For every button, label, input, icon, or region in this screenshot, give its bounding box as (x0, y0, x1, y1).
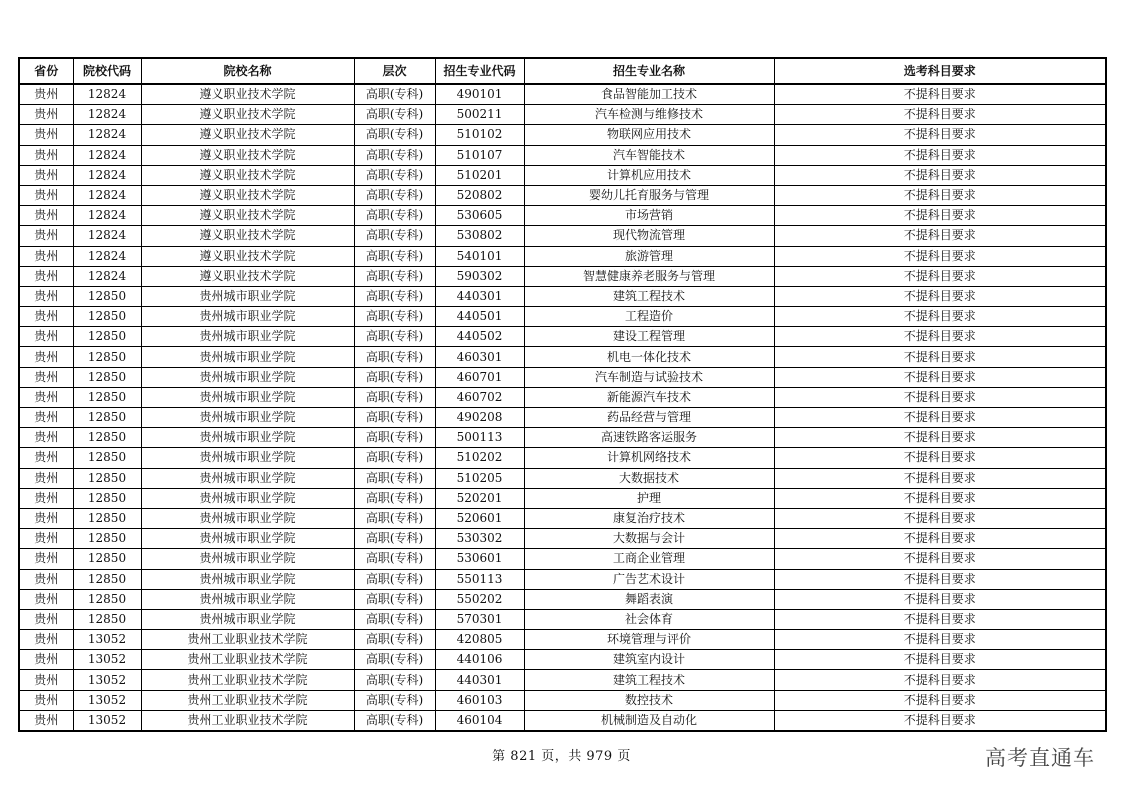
level-cell: 高职(专科) (354, 84, 435, 105)
header-school-code: 院校代码 (73, 58, 141, 84)
school-name-cell: 贵州城市职业学院 (141, 448, 354, 468)
subject-requirement-cell: 不提科目要求 (774, 508, 1106, 528)
major-name-cell: 汽车制造与试验技术 (524, 367, 774, 387)
school-name-cell: 贵州城市职业学院 (141, 529, 354, 549)
table-row (19, 246, 1106, 266)
school-code-cell: 12850 (73, 286, 141, 306)
school-name-cell: 贵州工业职业技术学院 (141, 650, 354, 670)
subject-requirement-cell: 不提科目要求 (774, 408, 1106, 428)
school-code-cell: 12850 (73, 609, 141, 629)
school-code-cell: 12850 (73, 508, 141, 528)
school-name-cell: 贵州工业职业技术学院 (141, 630, 354, 650)
province-cell: 贵州 (19, 650, 73, 670)
school-code-cell: 12850 (73, 549, 141, 569)
level-cell: 高职(专科) (354, 488, 435, 508)
school-code-cell: 12824 (73, 125, 141, 145)
major-code-cell: 530802 (435, 226, 524, 246)
major-name-cell: 建筑工程技术 (524, 670, 774, 690)
watermark-logo: 高考直通车 (985, 746, 1095, 770)
major-code-cell: 510205 (435, 468, 524, 488)
major-code-cell: 460104 (435, 710, 524, 731)
school-name-cell: 遵义职业技术学院 (141, 84, 354, 105)
table-row (19, 710, 1106, 731)
level-cell: 高职(专科) (354, 387, 435, 407)
school-name-cell: 贵州城市职业学院 (141, 549, 354, 569)
subject-requirement-cell: 不提科目要求 (774, 468, 1106, 488)
table-row (19, 448, 1106, 468)
level-cell: 高职(专科) (354, 508, 435, 528)
major-name-cell: 计算机应用技术 (524, 165, 774, 185)
school-name-cell: 贵州工业职业技术学院 (141, 710, 354, 731)
subject-requirement-cell: 不提科目要求 (774, 185, 1106, 205)
level-cell: 高职(专科) (354, 206, 435, 226)
school-name-cell: 贵州城市职业学院 (141, 468, 354, 488)
province-cell: 贵州 (19, 710, 73, 731)
school-code-cell: 13052 (73, 650, 141, 670)
school-name-cell: 贵州城市职业学院 (141, 488, 354, 508)
school-name-cell: 贵州城市职业学院 (141, 347, 354, 367)
table-row (19, 488, 1106, 508)
table-row (19, 468, 1106, 488)
subject-requirement-cell: 不提科目要求 (774, 448, 1106, 468)
major-code-cell: 530605 (435, 206, 524, 226)
header-subject-requirement: 选考科目要求 (774, 58, 1106, 84)
major-code-cell: 490208 (435, 408, 524, 428)
table-row (19, 569, 1106, 589)
subject-requirement-cell: 不提科目要求 (774, 286, 1106, 306)
school-code-cell: 13052 (73, 630, 141, 650)
major-code-cell: 440301 (435, 286, 524, 306)
province-cell: 贵州 (19, 226, 73, 246)
major-name-cell: 建筑工程技术 (524, 286, 774, 306)
major-name-cell: 数控技术 (524, 690, 774, 710)
subject-requirement-cell: 不提科目要求 (774, 145, 1106, 165)
table-row (19, 408, 1106, 428)
table-row (19, 508, 1106, 528)
level-cell: 高职(专科) (354, 327, 435, 347)
major-name-cell: 物联网应用技术 (524, 125, 774, 145)
major-code-cell: 440501 (435, 307, 524, 327)
level-cell: 高职(专科) (354, 428, 435, 448)
subject-requirement-cell: 不提科目要求 (774, 710, 1106, 731)
school-code-cell: 12850 (73, 387, 141, 407)
school-code-cell: 12824 (73, 266, 141, 286)
major-name-cell: 建筑室内设计 (524, 650, 774, 670)
level-cell: 高职(专科) (354, 307, 435, 327)
province-cell: 贵州 (19, 529, 73, 549)
school-name-cell: 遵义职业技术学院 (141, 125, 354, 145)
header-province: 省份 (19, 58, 73, 84)
school-code-cell: 12850 (73, 468, 141, 488)
level-cell: 高职(专科) (354, 125, 435, 145)
major-name-cell: 建设工程管理 (524, 327, 774, 347)
subject-requirement-cell: 不提科目要求 (774, 125, 1106, 145)
level-cell: 高职(专科) (354, 286, 435, 306)
table-row (19, 549, 1106, 569)
major-name-cell: 新能源汽车技术 (524, 387, 774, 407)
major-name-cell: 旅游管理 (524, 246, 774, 266)
subject-requirement-cell: 不提科目要求 (774, 367, 1106, 387)
subject-requirement-cell: 不提科目要求 (774, 105, 1106, 125)
school-name-cell: 贵州城市职业学院 (141, 408, 354, 428)
province-cell: 贵州 (19, 286, 73, 306)
province-cell: 贵州 (19, 569, 73, 589)
major-code-cell: 520802 (435, 185, 524, 205)
province-cell: 贵州 (19, 690, 73, 710)
level-cell: 高职(专科) (354, 549, 435, 569)
major-code-cell: 550202 (435, 589, 524, 609)
province-cell: 贵州 (19, 125, 73, 145)
table-row (19, 165, 1106, 185)
major-name-cell: 汽车检测与维修技术 (524, 105, 774, 125)
province-cell: 贵州 (19, 84, 73, 105)
subject-requirement-cell: 不提科目要求 (774, 609, 1106, 629)
major-name-cell: 社会体育 (524, 609, 774, 629)
admission-table (18, 57, 1107, 732)
level-cell: 高职(专科) (354, 609, 435, 629)
province-cell: 贵州 (19, 165, 73, 185)
subject-requirement-cell: 不提科目要求 (774, 327, 1106, 347)
subject-requirement-cell: 不提科目要求 (774, 569, 1106, 589)
subject-requirement-cell: 不提科目要求 (774, 529, 1106, 549)
school-code-cell: 12824 (73, 84, 141, 105)
school-code-cell: 12850 (73, 347, 141, 367)
school-name-cell: 贵州工业职业技术学院 (141, 670, 354, 690)
province-cell: 贵州 (19, 307, 73, 327)
level-cell: 高职(专科) (354, 266, 435, 286)
table-header-row (19, 58, 1106, 84)
major-code-cell: 520201 (435, 488, 524, 508)
school-code-cell: 13052 (73, 670, 141, 690)
school-code-cell: 12824 (73, 165, 141, 185)
table-row (19, 84, 1106, 105)
major-code-cell: 510201 (435, 165, 524, 185)
table-row (19, 428, 1106, 448)
table-row (19, 185, 1106, 205)
province-cell: 贵州 (19, 246, 73, 266)
major-code-cell: 590302 (435, 266, 524, 286)
level-cell: 高职(专科) (354, 569, 435, 589)
subject-requirement-cell: 不提科目要求 (774, 650, 1106, 670)
province-cell: 贵州 (19, 468, 73, 488)
major-name-cell: 广告艺术设计 (524, 569, 774, 589)
subject-requirement-cell: 不提科目要求 (774, 630, 1106, 650)
subject-requirement-cell: 不提科目要求 (774, 226, 1106, 246)
subject-requirement-cell: 不提科目要求 (774, 206, 1106, 226)
major-code-cell: 460301 (435, 347, 524, 367)
table-row (19, 609, 1106, 629)
subject-requirement-cell: 不提科目要求 (774, 670, 1106, 690)
province-cell: 贵州 (19, 609, 73, 629)
level-cell: 高职(专科) (354, 710, 435, 731)
table-row (19, 690, 1106, 710)
province-cell: 贵州 (19, 347, 73, 367)
major-code-cell: 520601 (435, 508, 524, 528)
major-name-cell: 机电一体化技术 (524, 347, 774, 367)
school-code-cell: 12824 (73, 185, 141, 205)
school-code-cell: 12850 (73, 529, 141, 549)
school-name-cell: 遵义职业技术学院 (141, 105, 354, 125)
major-name-cell: 婴幼儿托育服务与管理 (524, 185, 774, 205)
level-cell: 高职(专科) (354, 448, 435, 468)
page-number: 第 821 页，共 979 页 (492, 749, 631, 764)
school-code-cell: 12850 (73, 448, 141, 468)
major-name-cell: 机械制造及自动化 (524, 710, 774, 731)
school-name-cell: 贵州城市职业学院 (141, 367, 354, 387)
school-code-cell: 12824 (73, 226, 141, 246)
school-code-cell: 12850 (73, 488, 141, 508)
level-cell: 高职(专科) (354, 630, 435, 650)
school-name-cell: 贵州城市职业学院 (141, 286, 354, 306)
subject-requirement-cell: 不提科目要求 (774, 589, 1106, 609)
major-name-cell: 舞蹈表演 (524, 589, 774, 609)
major-code-cell: 440106 (435, 650, 524, 670)
header-level: 层次 (354, 58, 435, 84)
school-code-cell: 12850 (73, 428, 141, 448)
major-code-cell: 490101 (435, 84, 524, 105)
major-name-cell: 护理 (524, 488, 774, 508)
table-row (19, 347, 1106, 367)
table-row (19, 589, 1106, 609)
subject-requirement-cell: 不提科目要求 (774, 347, 1106, 367)
school-name-cell: 贵州城市职业学院 (141, 307, 354, 327)
subject-requirement-cell: 不提科目要求 (774, 488, 1106, 508)
major-name-cell: 计算机网络技术 (524, 448, 774, 468)
subject-requirement-cell: 不提科目要求 (774, 307, 1106, 327)
major-name-cell: 市场营销 (524, 206, 774, 226)
province-cell: 贵州 (19, 448, 73, 468)
subject-requirement-cell: 不提科目要求 (774, 266, 1106, 286)
school-code-cell: 12850 (73, 307, 141, 327)
major-code-cell: 510107 (435, 145, 524, 165)
province-cell: 贵州 (19, 508, 73, 528)
school-name-cell: 贵州城市职业学院 (141, 428, 354, 448)
major-name-cell: 药品经营与管理 (524, 408, 774, 428)
level-cell: 高职(专科) (354, 246, 435, 266)
level-cell: 高职(专科) (354, 347, 435, 367)
table-row (19, 670, 1106, 690)
school-code-cell: 13052 (73, 710, 141, 731)
province-cell: 贵州 (19, 105, 73, 125)
table-row (19, 529, 1106, 549)
school-code-cell: 12850 (73, 327, 141, 347)
province-cell: 贵州 (19, 670, 73, 690)
level-cell: 高职(专科) (354, 529, 435, 549)
major-code-cell: 460701 (435, 367, 524, 387)
level-cell: 高职(专科) (354, 690, 435, 710)
subject-requirement-cell: 不提科目要求 (774, 246, 1106, 266)
header-major-name: 招生专业名称 (524, 58, 774, 84)
school-name-cell: 遵义职业技术学院 (141, 185, 354, 205)
major-code-cell: 500211 (435, 105, 524, 125)
major-code-cell: 540101 (435, 246, 524, 266)
school-code-cell: 12824 (73, 105, 141, 125)
major-code-cell: 530302 (435, 529, 524, 549)
table-row (19, 367, 1106, 387)
major-name-cell: 大数据技术 (524, 468, 774, 488)
school-code-cell: 12850 (73, 569, 141, 589)
major-code-cell: 420805 (435, 630, 524, 650)
school-code-cell: 13052 (73, 690, 141, 710)
major-code-cell: 440502 (435, 327, 524, 347)
table-row (19, 145, 1106, 165)
school-name-cell: 遵义职业技术学院 (141, 206, 354, 226)
major-name-cell: 高速铁路客运服务 (524, 428, 774, 448)
table-row (19, 125, 1106, 145)
table-row (19, 286, 1106, 306)
level-cell: 高职(专科) (354, 408, 435, 428)
school-name-cell: 贵州城市职业学院 (141, 508, 354, 528)
major-code-cell: 530601 (435, 549, 524, 569)
header-major-code: 招生专业代码 (435, 58, 524, 84)
province-cell: 贵州 (19, 630, 73, 650)
school-code-cell: 12850 (73, 367, 141, 387)
province-cell: 贵州 (19, 387, 73, 407)
school-code-cell: 12850 (73, 408, 141, 428)
school-name-cell: 贵州城市职业学院 (141, 569, 354, 589)
major-name-cell: 现代物流管理 (524, 226, 774, 246)
province-cell: 贵州 (19, 589, 73, 609)
school-name-cell: 遵义职业技术学院 (141, 165, 354, 185)
table-row (19, 105, 1106, 125)
province-cell: 贵州 (19, 549, 73, 569)
school-name-cell: 贵州城市职业学院 (141, 387, 354, 407)
major-code-cell: 550113 (435, 569, 524, 589)
major-code-cell: 510102 (435, 125, 524, 145)
table-row (19, 327, 1106, 347)
subject-requirement-cell: 不提科目要求 (774, 165, 1106, 185)
school-name-cell: 遵义职业技术学院 (141, 226, 354, 246)
province-cell: 贵州 (19, 327, 73, 347)
province-cell: 贵州 (19, 367, 73, 387)
major-name-cell: 大数据与会计 (524, 529, 774, 549)
major-name-cell: 工程造价 (524, 307, 774, 327)
table-row (19, 206, 1106, 226)
table-row (19, 307, 1106, 327)
subject-requirement-cell: 不提科目要求 (774, 84, 1106, 105)
school-code-cell: 12824 (73, 246, 141, 266)
school-name-cell: 贵州城市职业学院 (141, 609, 354, 629)
major-name-cell: 智慧健康养老服务与管理 (524, 266, 774, 286)
table-row (19, 226, 1106, 246)
major-code-cell: 570301 (435, 609, 524, 629)
major-code-cell: 500113 (435, 428, 524, 448)
major-code-cell: 460103 (435, 690, 524, 710)
table-row (19, 266, 1106, 286)
province-cell: 贵州 (19, 408, 73, 428)
major-name-cell: 工商企业管理 (524, 549, 774, 569)
province-cell: 贵州 (19, 185, 73, 205)
subject-requirement-cell: 不提科目要求 (774, 428, 1106, 448)
school-code-cell: 12850 (73, 589, 141, 609)
major-name-cell: 环境管理与评价 (524, 630, 774, 650)
subject-requirement-cell: 不提科目要求 (774, 549, 1106, 569)
school-name-cell: 遵义职业技术学院 (141, 266, 354, 286)
major-name-cell: 汽车智能技术 (524, 145, 774, 165)
school-name-cell: 贵州城市职业学院 (141, 589, 354, 609)
school-name-cell: 贵州工业职业技术学院 (141, 690, 354, 710)
level-cell: 高职(专科) (354, 165, 435, 185)
level-cell: 高职(专科) (354, 145, 435, 165)
major-name-cell: 康复治疗技术 (524, 508, 774, 528)
school-name-cell: 遵义职业技术学院 (141, 246, 354, 266)
level-cell: 高职(专科) (354, 468, 435, 488)
table-row (19, 630, 1106, 650)
table-row (19, 650, 1106, 670)
province-cell: 贵州 (19, 145, 73, 165)
school-name-cell: 遵义职业技术学院 (141, 145, 354, 165)
school-name-cell: 贵州城市职业学院 (141, 327, 354, 347)
province-cell: 贵州 (19, 206, 73, 226)
school-code-cell: 12824 (73, 206, 141, 226)
province-cell: 贵州 (19, 488, 73, 508)
level-cell: 高职(专科) (354, 367, 435, 387)
header-school-name: 院校名称 (141, 58, 354, 84)
province-cell: 贵州 (19, 266, 73, 286)
province-cell: 贵州 (19, 428, 73, 448)
school-code-cell: 12824 (73, 145, 141, 165)
table-row (19, 387, 1106, 407)
subject-requirement-cell: 不提科目要求 (774, 387, 1106, 407)
level-cell: 高职(专科) (354, 105, 435, 125)
level-cell: 高职(专科) (354, 650, 435, 670)
level-cell: 高职(专科) (354, 589, 435, 609)
major-code-cell: 460702 (435, 387, 524, 407)
major-name-cell: 食品智能加工技术 (524, 84, 774, 105)
level-cell: 高职(专科) (354, 226, 435, 246)
level-cell: 高职(专科) (354, 185, 435, 205)
major-code-cell: 510202 (435, 448, 524, 468)
major-code-cell: 440301 (435, 670, 524, 690)
subject-requirement-cell: 不提科目要求 (774, 690, 1106, 710)
level-cell: 高职(专科) (354, 670, 435, 690)
